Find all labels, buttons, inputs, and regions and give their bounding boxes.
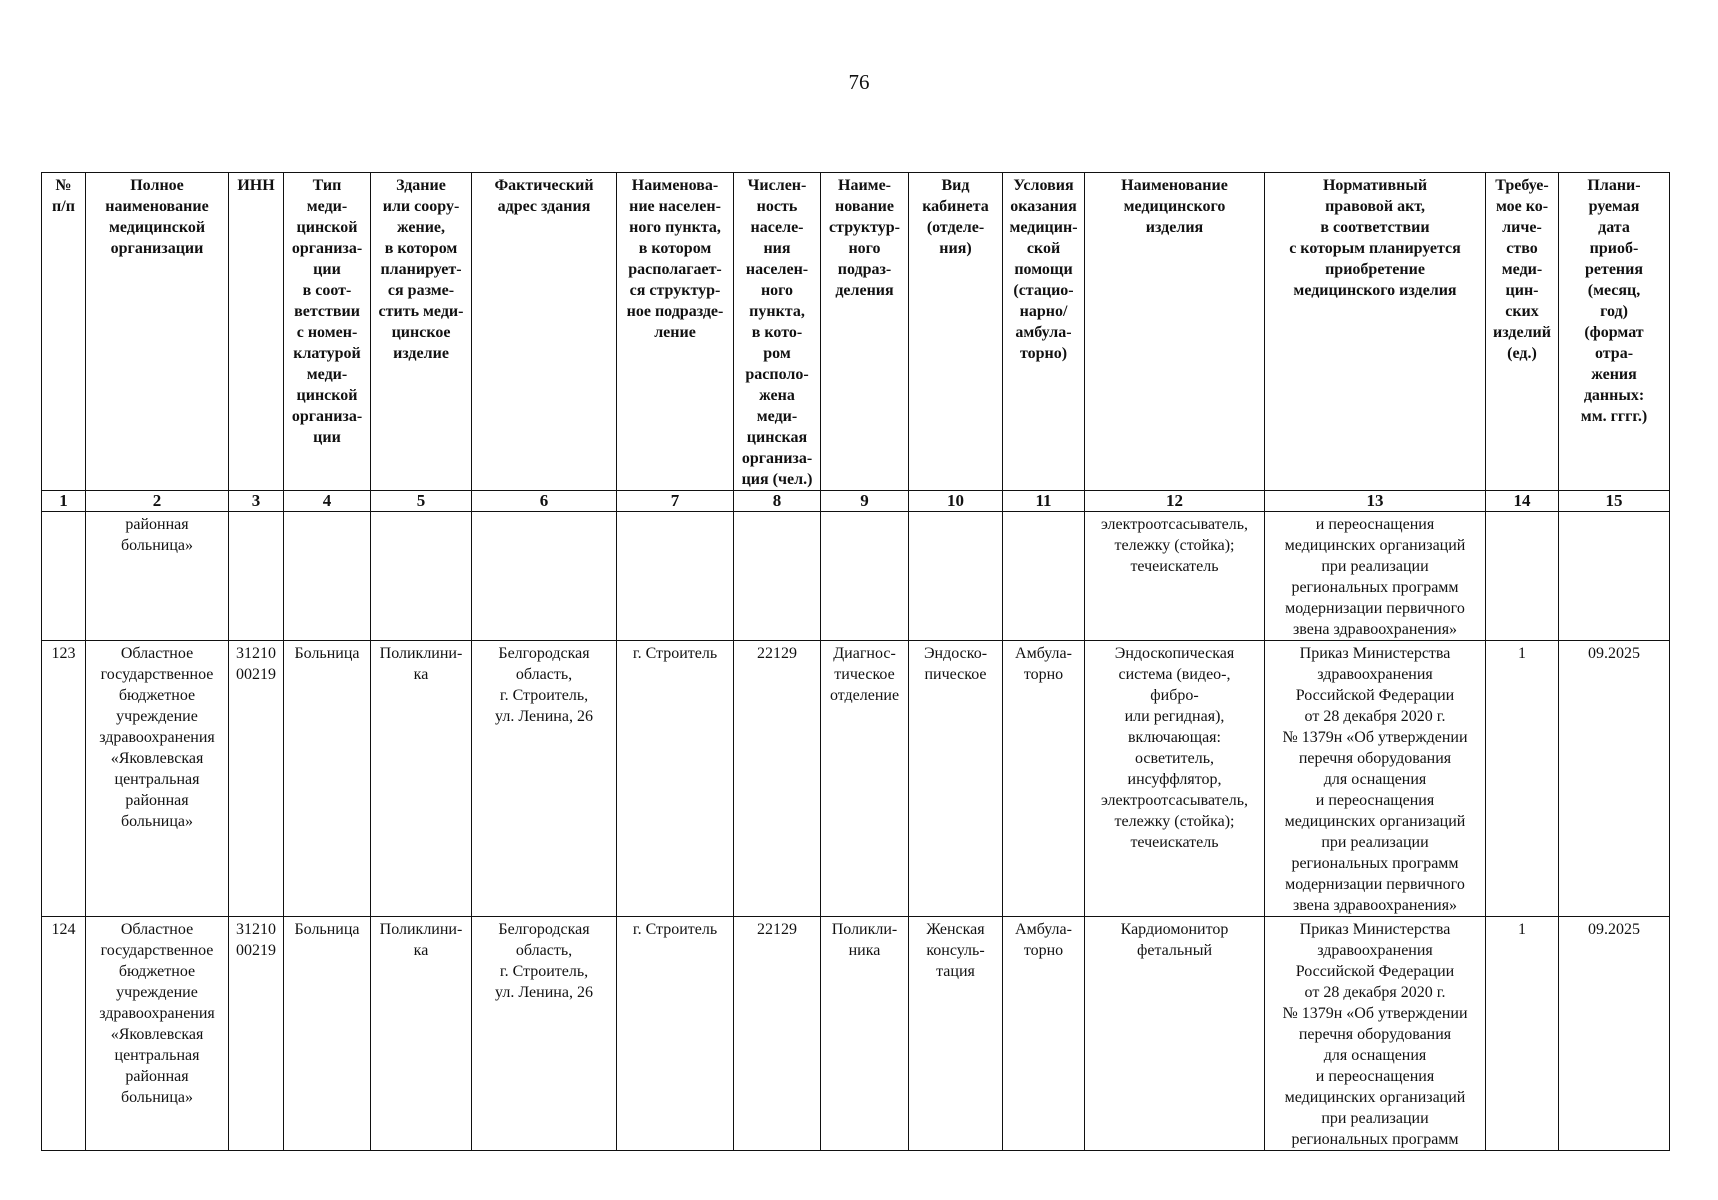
cell-building: Поликлини- ка [371,641,472,917]
cell-population: 22129 [734,641,821,917]
col-header-cabinet: Вид кабинета (отделе- ния) [909,173,1003,491]
col-number: 2 [86,491,229,512]
cell-org-type: Больница [284,917,371,1151]
cell-legal-act: Приказ Министерства здравоохранения Российской Федерации от 28 декабря 2020 г. № 1379н «Об утверждении перечня оборудования для оснащения и переоснащения медицинских организаций при реализации региональных программ модернизации первичного звена здравоохранения» [1265,641,1486,917]
cell-population: 22129 [734,917,821,1151]
cell-locality: г. Строитель [617,641,734,917]
col-header-locality: Наименова- ние населен- ного пункта, в котором располагает- ся структур- ное подразде- ление [617,173,734,491]
cell-org-type [284,512,371,641]
cell-device: электроотсасыватель, тележку (стойка); течеискатель [1085,512,1265,641]
cell-device: Кардиомонитор фетальный [1085,917,1265,1151]
cell-org-name: районная больница» [86,512,229,641]
cell-cabinet [909,512,1003,641]
col-number: 6 [472,491,617,512]
cell-date: 09.2025 [1559,917,1670,1151]
header-row [42,173,1670,491]
col-number: 11 [1003,491,1085,512]
col-number: 3 [229,491,284,512]
table-row-123 [42,641,1670,917]
cell-unit [821,512,909,641]
col-number: 14 [1486,491,1559,512]
cell-org-type: Больница [284,641,371,917]
col-header-date: Плани- руемая дата приоб- ретения (месяц, год) (формат отра- жения данных: мм. гггг.) [1559,173,1670,491]
cell-unit: Поликли- ника [821,917,909,1151]
cell-conditions: Амбула- торно [1003,917,1085,1151]
col-number: 4 [284,491,371,512]
cell-cabinet: Эндоско- пическое [909,641,1003,917]
col-number: 7 [617,491,734,512]
col-number: 12 [1085,491,1265,512]
cell-quantity [1486,512,1559,641]
table-row-124 [42,917,1670,1151]
col-number: 8 [734,491,821,512]
col-header-address: Фактический адрес здания [472,173,617,491]
col-number: 15 [1559,491,1670,512]
cell-num [42,512,86,641]
col-header-num: № п/п [42,173,86,491]
cell-address [472,512,617,641]
col-header-unit: Наиме- нование структур- ного подраз- деления [821,173,909,491]
col-header-device: Наименование медицинского изделия [1085,173,1265,491]
col-header-legal-act: Нормативный правовой акт, в соответствии с которым планируется приобретение медицинского изделия [1265,173,1486,491]
cell-inn: 31210 00219 [229,917,284,1151]
col-number: 1 [42,491,86,512]
cell-address: Белгородская область, г. Строитель, ул. Ленина, 26 [472,641,617,917]
column-number-row [42,491,1670,512]
cell-device: Эндоскопическая система (видео-, фибро- или регидная), включающая: осветитель, инсуффлятор, электроотсасыватель, тележку (стойка); течеискатель [1085,641,1265,917]
medical-equipment-table [41,172,1670,1151]
cell-inn: 31210 00219 [229,641,284,917]
cell-building [371,512,472,641]
cell-locality [617,512,734,641]
col-header-quantity: Требуе- мое ко- личе- ство меди- цин- ских изделий (ед.) [1486,173,1559,491]
cell-unit: Диагнос- тическое отделение [821,641,909,917]
table-row-continued [42,512,1670,641]
cell-building: Поликлини- ка [371,917,472,1151]
col-header-org-name: Полное наименование медицинской организации [86,173,229,491]
cell-population [734,512,821,641]
col-header-building: Здание или соору- жение, в котором планирует- ся разме- стить меди- цинское изделие [371,173,472,491]
col-header-inn: ИНН [229,173,284,491]
cell-inn [229,512,284,641]
col-number: 9 [821,491,909,512]
col-number: 5 [371,491,472,512]
cell-org-name: Областное государственное бюджетное учреждение здравоохранения «Яковлевская центральная районная больница» [86,641,229,917]
cell-org-name: Областное государственное бюджетное учреждение здравоохранения «Яковлевская центральная районная больница» [86,917,229,1151]
col-header-conditions: Условия оказания медицин- ской помощи (стацио- нарно/ амбула- торно) [1003,173,1085,491]
cell-date [1559,512,1670,641]
col-header-population: Числен- ность населе- ния населен- ного пункта, в кото- ром располо- жена меди- цинская организа- ция (чел.) [734,173,821,491]
cell-cabinet: Женская консуль- тация [909,917,1003,1151]
cell-conditions [1003,512,1085,641]
cell-num: 124 [42,917,86,1151]
col-number: 10 [909,491,1003,512]
cell-date: 09.2025 [1559,641,1670,917]
cell-locality: г. Строитель [617,917,734,1151]
cell-legal-act: и переоснащения медицинских организаций при реализации региональных программ модернизации первичного звена здравоохранения» [1265,512,1486,641]
col-header-org-type: Тип меди- цинской организа- ции в соот- ветствии с номен- клатурой меди- цинской организа- ции [284,173,371,491]
cell-legal-act: Приказ Министерства здравоохранения Российской Федерации от 28 декабря 2020 г. № 1379н «Об утверждении перечня оборудования для оснащения и переоснащения медицинских организаций при реализации региональных программ [1265,917,1486,1151]
cell-address: Белгородская область, г. Строитель, ул. Ленина, 26 [472,917,617,1151]
cell-quantity: 1 [1486,917,1559,1151]
col-number: 13 [1265,491,1486,512]
cell-num: 123 [42,641,86,917]
cell-conditions: Амбула- торно [1003,641,1085,917]
cell-quantity: 1 [1486,641,1559,917]
page-number: 76 [848,70,870,94]
